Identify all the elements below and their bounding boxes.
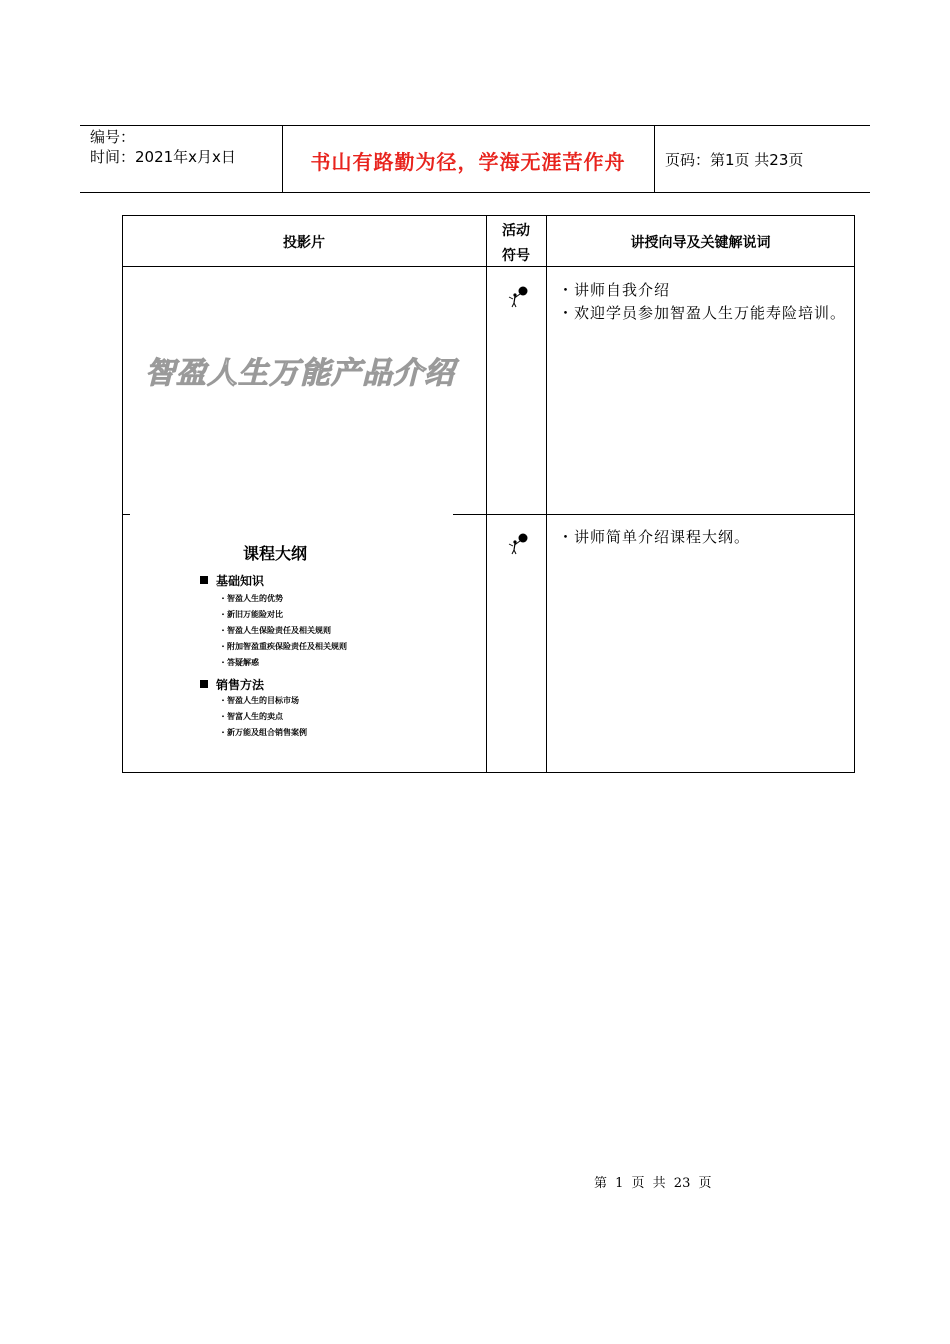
outline-item: ・附加智盈重疾保险责任及相关规则 (219, 641, 347, 651)
column-header-symbol-line1: 活动 (502, 223, 530, 239)
slide-frame-rule (453, 514, 486, 515)
row-2-notes (558, 526, 750, 549)
presenter-icon (505, 532, 531, 556)
table-row-rule (486, 514, 855, 515)
note-line: ・讲师简单介绍课程大纲。 (558, 528, 751, 546)
outline-item: ・智富人生的卖点 (219, 711, 283, 721)
outline-item: ・答疑解惑 (219, 657, 259, 667)
slide-2-title: 课程大纲 (243, 544, 308, 563)
outline-items (219, 692, 307, 740)
outline-section (200, 572, 264, 589)
document-number-label: 编号： (90, 128, 136, 146)
table-header-rule (122, 266, 855, 267)
note-line: ・欢迎学员参加智盈人生万能寿险培训。 (558, 304, 847, 322)
outline-items (219, 590, 347, 670)
outline-section (200, 676, 264, 693)
outline-section-title: 基础知识 (216, 574, 265, 588)
document-date-label: 时间：2021年x月x日 (90, 148, 236, 166)
column-header-slide: 投影片 (283, 235, 325, 251)
slide-frame-rule (122, 514, 130, 515)
page-footer: 第 1 页 共 23 页 (594, 1176, 712, 1191)
bullet-square-icon (200, 680, 208, 688)
outline-item: ・新万能及组合销售案例 (219, 727, 307, 737)
header-motto: 书山有路勤为径，学海无涯苦作舟 (310, 150, 626, 174)
table-column-rule (486, 215, 487, 773)
outline-item: ・智盈人生保险责任及相关规则 (219, 625, 331, 635)
row-1-notes (558, 279, 846, 325)
presenter-icon (505, 285, 531, 309)
page-info: 页码：第1页 共23页 (665, 151, 804, 169)
outline-item: ・新旧万能险对比 (219, 609, 283, 619)
slide-1-title: 智盈人生万能产品介绍 (145, 356, 455, 391)
outline-item: ・智盈人生的优势 (219, 593, 283, 603)
outline-item: ・智盈人生的目标市场 (219, 695, 299, 705)
header-top-rule (80, 125, 870, 126)
header-divider (654, 125, 655, 192)
outline-section-title: 销售方法 (216, 678, 265, 692)
bullet-square-icon (200, 576, 208, 584)
column-header-symbol-line2: 符号 (502, 248, 530, 264)
column-header-notes: 讲授向导及关键解说词 (630, 235, 771, 251)
table-column-rule (546, 215, 547, 773)
header-bottom-rule (80, 192, 870, 193)
note-line: ・讲师自我介绍 (558, 281, 671, 299)
